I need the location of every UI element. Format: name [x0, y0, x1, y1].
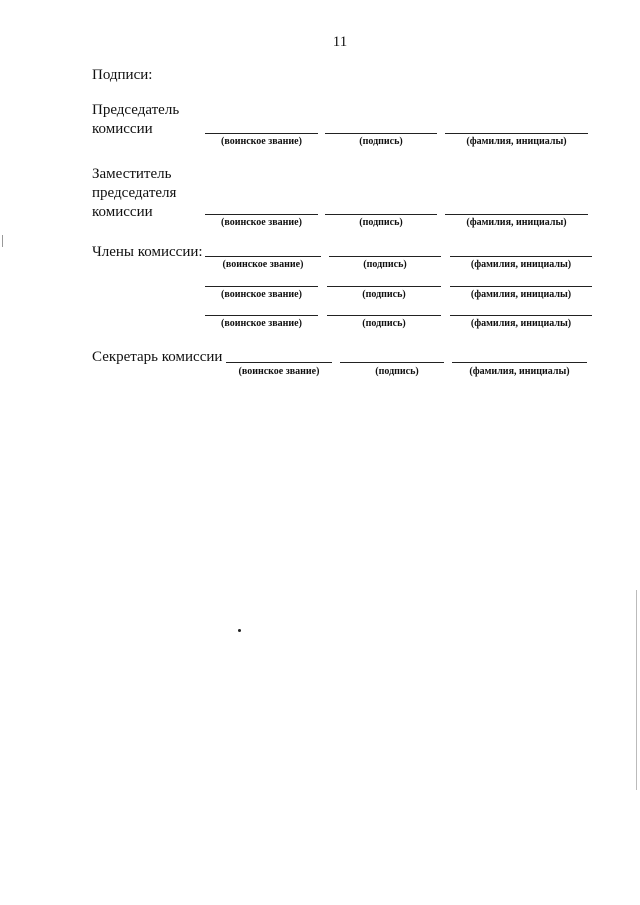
deputy-label-line2: председателя — [92, 185, 177, 201]
secretary-name-line[interactable] — [452, 362, 587, 363]
member3-signature-caption: (подпись) — [362, 318, 406, 329]
deputy-label-line1: Заместитель — [92, 166, 172, 182]
chairman-signature-caption: (подпись) — [359, 136, 403, 147]
member2-signature-caption: (подпись) — [362, 289, 406, 300]
deputy-rank-caption: (воинское звание) — [221, 217, 302, 228]
secretary-signature-caption: (подпись) — [375, 366, 419, 377]
signatures-title: Подписи: — [92, 67, 153, 83]
member3-name-caption: (фамилия, инициалы) — [470, 318, 572, 329]
deputy-rank-line[interactable] — [205, 214, 318, 215]
member2-rank-line[interactable] — [205, 286, 318, 287]
chairman-rank-line[interactable] — [205, 133, 318, 134]
member1-signature-line[interactable] — [329, 256, 441, 257]
deputy-name-caption: (фамилия, инициалы) — [466, 217, 567, 228]
chairman-name-line[interactable] — [445, 133, 588, 134]
member3-rank-caption: (воинское звание) — [221, 318, 302, 329]
chairman-label — [92, 101, 179, 139]
member2-rank-caption: (воинское звание) — [221, 289, 302, 300]
deputy-signature-caption: (подпись) — [359, 217, 403, 228]
scan-dot — [238, 629, 241, 632]
chairman-name-caption: (фамилия, инициалы) — [466, 136, 567, 147]
page-number: 11 — [332, 34, 348, 50]
deputy-name-line[interactable] — [445, 214, 588, 215]
member1-rank-caption: (воинское звание) — [222, 259, 304, 270]
member3-signature-line[interactable] — [327, 315, 441, 316]
member2-signature-line[interactable] — [327, 286, 441, 287]
member1-name-line[interactable] — [450, 256, 592, 257]
secretary-rank-line[interactable] — [226, 362, 332, 363]
chairman-label-line1: Председатель — [92, 102, 180, 118]
member1-rank-line[interactable] — [205, 256, 321, 257]
member1-signature-caption: (подпись) — [363, 259, 407, 270]
member2-name-caption: (фамилия, инициалы) — [470, 289, 572, 300]
member1-name-caption: (фамилия, инициалы) — [470, 259, 572, 270]
secretary-name-caption: (фамилия, инициалы) — [469, 366, 570, 377]
member2-name-line[interactable] — [450, 286, 592, 287]
chairman-rank-caption: (воинское звание) — [221, 136, 302, 147]
deputy-signature-line[interactable] — [325, 214, 437, 215]
secretary-rank-caption: (воинское звание) — [238, 366, 320, 377]
member3-rank-line[interactable] — [205, 315, 318, 316]
chairman-signature-line[interactable] — [325, 133, 437, 134]
chairman-label-line2: комиссии — [92, 121, 153, 137]
secretary-label: Секретарь комиссии — [92, 349, 223, 365]
member3-name-line[interactable] — [450, 315, 592, 316]
secretary-signature-line[interactable] — [340, 362, 444, 363]
deputy-label-line3: комиссии — [92, 204, 153, 220]
deputy-label — [92, 165, 176, 222]
members-label: Члены комиссии: — [92, 244, 203, 260]
